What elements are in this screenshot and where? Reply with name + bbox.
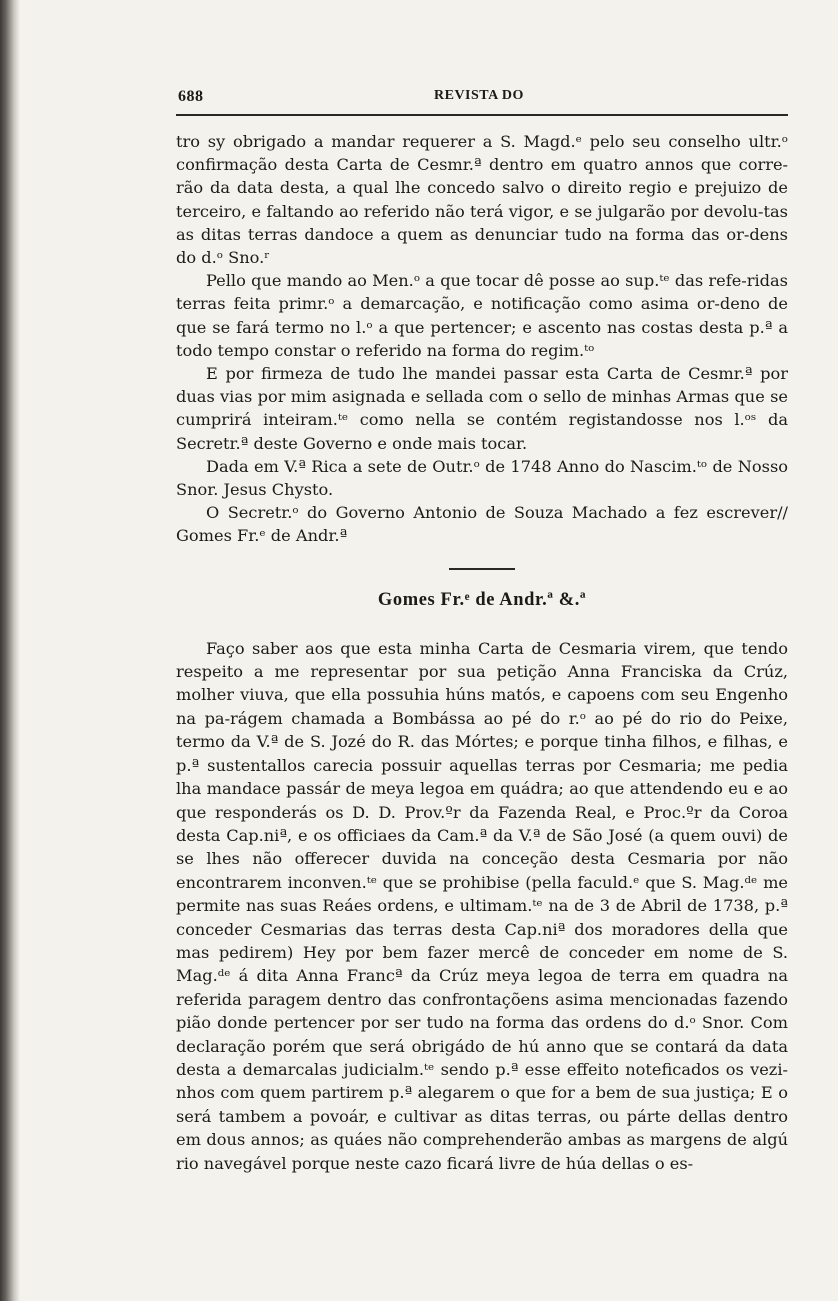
running-head [176, 84, 788, 110]
book-page [176, 84, 788, 1175]
paragraph: tro sy obrigado a mandar requerer a S. Magd.ᵉ pelo seu conselho ultr.ᵒ confirmação desta Carta de Cesmr.ª dentro em quatro annos que corre-rão da data desta, a qual lhe concedo salvo o direito regio e prejuizo de terceiro, e faltando ao referido não terá vigor, e se julgarão por devolu-tas as ditas terras dandoce a quem as denunciar tudo na forma das or-dens do d.ᵒ Sno.ʳ [176, 132, 788, 268]
page-number: 688 [178, 88, 204, 105]
dating-clause: Dada em V.ª Rica a sete de Outr.ᵒ de 1748 Anno do Nascim.ᵗᵒ de Nosso Snor. Jesus Chysto. [176, 456, 788, 500]
paragraph: Faço saber aos que esta minha Carta de Cesmaria virem, que tendo respeito a me representar por sua petição Anna Franciska da Crúz, molher viuva, que ella possuhia húns matós, e capoens com seu Engenho na pa-rágem chamada a Bombássa ao pé do r.ᵒ ao pé do rio do Peixe, termo da V.ª de S. Jozé do R. das Mórtes; e porque tinha filhos, e filhas, e p.ª sustentallos carecia possuir aquellas terras por Cesmaria; me pedia lha mandace passár de meya legoa em quádra; ao que attendendo eu e ao que responderás os D. D. Prov.ºr da Fazenda Real, e Proc.ºr da Coroa desta Cap.niª, e os officiaes da Cam.ª da V.ª de São José (a quem ouvi) de se lhes não offerecer duvida na conceção desta Cesmaria por não encontrarem inconven.ᵗᵉ que se prohibise (pella faculd.ᵉ que S. Mag.ᵈᵉ me permite nas suas Reáes ordens, e ultimam.ᵗᵉ na de 3 de Abril de 1738, p.ª conceder Cesmarias das terras desta Cap.niª dos moradores della que mas pedirem) Hey por bem fazer mercê de conceder em nome de S. Mag.ᵈᵉ á dita Anna Francª da Crúz meya legoa de terra em quadra na referida paragem dentro das confrontaçõens asima mencionadas fazendo pião donde pertencer por ser tudo na forma das ordens do d.ᵒ Snor. Com declaração porém que será obrigádo de hú anno que se contará da data desta a demarcalas judicialm.ᵗᵉ sendo p.ª esse effeito noteficados os vezi-nhos com quem partirem p.ª alegarem o que for a bem de sua justiça; E o será tambem a povoár, e cultivar as ditas terras, ou párte dellas dentro em dous annos; as quáes não comprehenderão ambas as margens de algú rio navegável porque neste cazo ficará livre de húa dellas o es- [176, 638, 788, 1173]
page-binding-edge [0, 0, 20, 1301]
paragraph: Pello que mando ao Men.ᵒ a que tocar dê posse ao sup.ᵗᵉ das refe-ridas terras feita primr.ᵒ a demarcação, e notificação como asima or-deno de que se fará termo no l.ᵒ a que pertencer; e ascento nas costas desta p.ª a todo tempo constar o referido na forma do regim.ᵗᵒ [176, 271, 788, 360]
letter-opening [176, 637, 788, 1175]
paragraph: E por firmeza de tudo lhe mandei passar esta Carta de Cesmr.ª por duas vias por mim asignada e sellada com o sello de minhas Armas que se cumprirá inteiram.ᵗᵉ como nella se contém registandosse nos l.ᵒˢ da Secretr.ª deste Governo e onde mais tocar. [176, 364, 788, 453]
letter-conclusion [176, 130, 788, 548]
section-title: Gomes Fr.ᵉ de Andr.ª &.ª [377, 589, 587, 610]
header-rule [176, 114, 788, 116]
secretary-signature: O Secretr.ᵒ do Governo Antonio de Souza Machado a fez escrever// Gomes Fr.ᵉ de Andr.ª [176, 503, 788, 546]
section-divider [449, 568, 515, 570]
journal-title: REVISTA DO [434, 88, 524, 103]
